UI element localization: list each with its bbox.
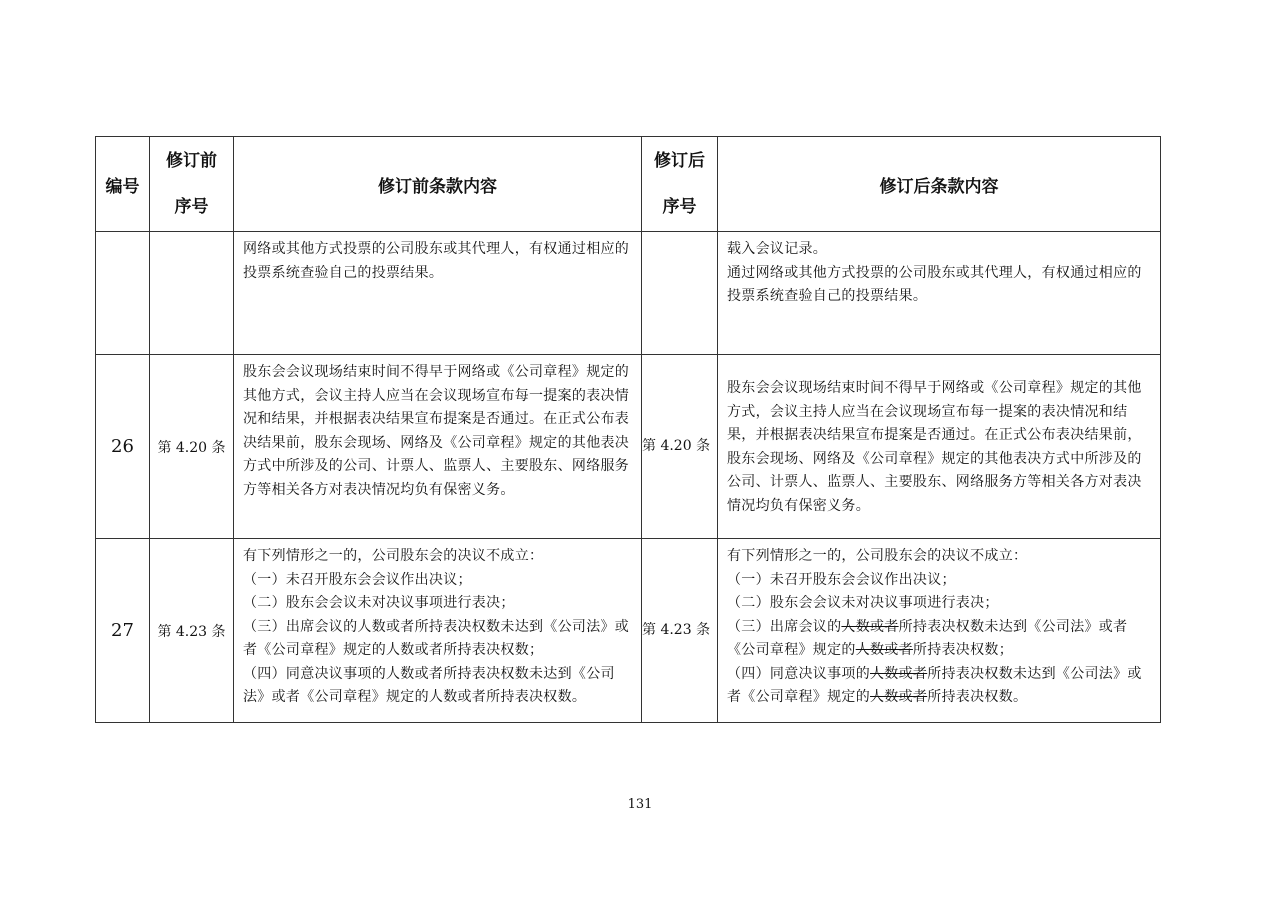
row-before-no — [150, 232, 234, 355]
header-before-content: 修订前条款内容 — [234, 137, 642, 232]
table-row — [96, 539, 1161, 723]
deleted-text: 人数或者 — [870, 689, 928, 705]
row-no: 27 — [96, 539, 150, 723]
row-after-content: 载入会议记录。 通过网络或其他方式投票的公司股东或其代理人，有权通过相应的投票系统查验自己的投票结果。 — [718, 232, 1161, 355]
row-after-content: 有下列情形之一的，公司股东会的决议不成立： （一）未召开股东会会议作出决议； （二）股东会会议未对决议事项进行表决； （三）出席会议的人数或者所持表决权数未达到《公司法》或者《公司章程》规定的人数或者所持表决权数； （四）同意决议事项的人数或者所持表决权数未达到《公司法》或者《公司章程》规定的人数或者所持表决权数。 — [718, 539, 1161, 723]
row-before-content: 股东会会议现场结束时间不得早于网络或《公司章程》规定的其他方式，会议主持人应当在会议现场宣布每一提案的表决情况和结果，并根据表决结果宣布提案是否通过。在正式公布表决结果前，股东会现场、网络及《公司章程》规定的其他表决方式中所涉及的公司、计票人、监票人、主要股东、网络服务方等相关各方对表决情况均负有保密义务。 — [234, 355, 642, 539]
row-no — [96, 232, 150, 355]
page-number: 131 — [627, 797, 653, 812]
header-row — [96, 137, 1161, 232]
row-after-no: 第 4.20 条 — [642, 355, 718, 539]
header-after-content: 修订后条款内容 — [718, 137, 1161, 232]
deleted-text: 人数或者 — [841, 618, 899, 635]
row-after-no — [642, 232, 718, 355]
row-before-content: 有下列情形之一的，公司股东会的决议不成立： （一）未召开股东会会议作出决议； （二）股东会会议未对决议事项进行表决； （三）出席会议的人数或者所持表决权数未达到《公司法》或者《公司章程》规定的人数或者所持表决权数； （四）同意决议事项的人数或者所持表决权数未达到《公司法》或者《公司章程》规定的人数或者所持表决权数。 — [234, 539, 642, 723]
table-row — [96, 232, 1161, 355]
revision-table — [95, 136, 1161, 723]
row-before-content: 网络或其他方式投票的公司股东或其代理人，有权通过相应的投票系统查验自己的投票结果。 — [234, 232, 642, 355]
row-no: 26 — [96, 355, 150, 539]
table-row — [96, 355, 1161, 539]
row-before-no: 第 4.23 条 — [150, 539, 234, 723]
row-after-no: 第 4.23 条 — [642, 539, 718, 723]
header-after-no: 修订后 序号 — [642, 137, 718, 232]
header-before-no: 修订前 序号 — [150, 137, 234, 232]
header-no: 编号 — [96, 137, 150, 232]
row-before-no: 第 4.20 条 — [150, 355, 234, 539]
row-after-content: 股东会会议现场结束时间不得早于网络或《公司章程》规定的其他方式，会议主持人应当在会议现场宣布每一提案的表决情况和结果，并根据表决结果宣布提案是否通过。在正式公布表决结果前，股东会现场、网络及《公司章程》规定的其他表决方式中所涉及的公司、计票人、监票人、主要股东、网络服务方等相关各方对表决情况均负有保密义务。 — [718, 355, 1161, 539]
deleted-text: 人数或者 — [870, 665, 928, 682]
deleted-text: 人数或者 — [855, 642, 913, 658]
